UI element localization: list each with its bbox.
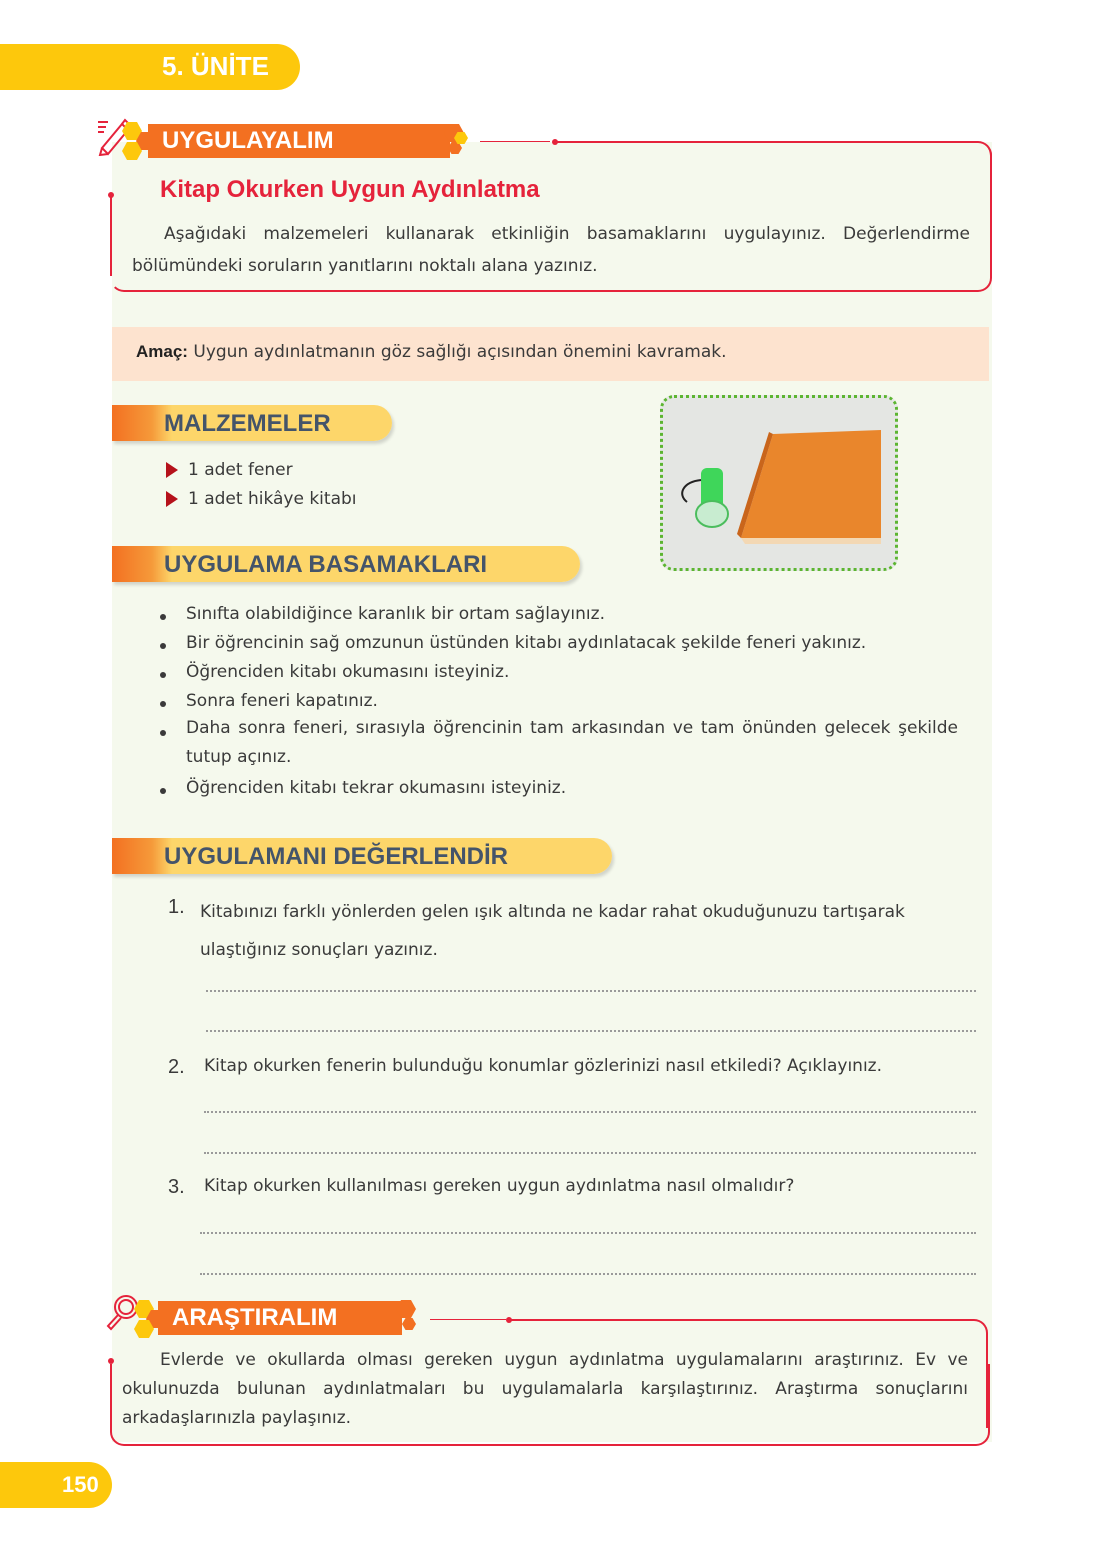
amac-strip bbox=[112, 327, 989, 381]
question-text: Kitabınızı farklı yönlerden gelen ışık altında ne kadar rahat okuduğunuzu tartışarak ulaştığınız sonuçları yazınız. bbox=[200, 902, 905, 960]
basamaklar-header bbox=[112, 546, 580, 582]
bullet-icon bbox=[160, 643, 166, 649]
divider bbox=[510, 1319, 968, 1321]
bullet-icon bbox=[160, 672, 166, 678]
question-number: 2. bbox=[168, 1056, 185, 1078]
instructions-text: Aşağıdaki malzemeleri kullanarak etkinliğin basamaklarını uygulayınız. Değerlendirme bölümündeki soruların yanıtlarını noktalı alana yazınız. bbox=[132, 224, 970, 276]
amac-text: Uygun aydınlatmanın göz sağlığı açısından önemini kavramak. bbox=[193, 342, 727, 362]
malzemeler-header bbox=[112, 405, 392, 441]
question-text: Kitap okurken fenerin bulunduğu konumlar gözlerinizi nasıl etkiledi? Açıklayınız. bbox=[204, 1056, 882, 1076]
question-number: 1. bbox=[168, 896, 185, 918]
question-number: 3. bbox=[168, 1176, 185, 1198]
triangle-bullet-icon bbox=[166, 491, 178, 507]
answer-line[interactable] bbox=[204, 1152, 976, 1154]
question-text: Kitap okurken kullanılması gereken uygun aydınlatma nasıl olmalıdır? bbox=[204, 1176, 795, 1196]
step-item: Bir öğrencinin sağ omzunun üstünden kitabı aydınlatacak şekilde feneri yakınız. bbox=[186, 633, 867, 653]
uygulayalim-header-label: UYGULAYALIM bbox=[162, 127, 334, 154]
step-item: Sonra feneri kapatınız. bbox=[186, 691, 378, 711]
arastiralim-header-label: ARAŞTIRALIM bbox=[172, 1304, 338, 1331]
list-item: 1 adet fener bbox=[166, 460, 293, 480]
materials-photo bbox=[660, 395, 898, 571]
unit-label: 5. ÜNİTE bbox=[162, 51, 269, 81]
frame-dot bbox=[108, 192, 114, 198]
bullet-icon bbox=[160, 701, 166, 707]
amac-label: Amaç: bbox=[136, 342, 188, 361]
list-item: 1 adet hikâye kitabı bbox=[166, 489, 357, 509]
divider bbox=[430, 1319, 506, 1320]
step-item: Sınıfta olabildiğince karanlık bir ortam sağlayınız. bbox=[186, 604, 605, 624]
frame-left bbox=[110, 196, 112, 276]
degerlendir-header-label: UYGULAMANI DEĞERLENDİR bbox=[164, 843, 509, 870]
frame-dot bbox=[108, 1358, 114, 1364]
answer-line[interactable] bbox=[206, 1030, 976, 1032]
arastiralim-header bbox=[158, 1301, 402, 1335]
activity-title: Kitap Okurken Uygun Aydınlatma bbox=[160, 176, 540, 203]
step-item: Öğrenciden kitabı tekrar okumasını isteyiniz. bbox=[186, 778, 567, 798]
unit-tab bbox=[0, 44, 300, 90]
bullet-icon bbox=[160, 730, 166, 736]
answer-line[interactable] bbox=[206, 990, 976, 992]
arastiralim-text: Evlerde ve okullarda olması gereken uygun aydınlatma uygulamalarını araştırınız. Ev ve okulunuzda bulunan aydınlatmaları bu uygulamalarla karşılaştırınız. Araştırma sonuçlarını arkadaşlarınızla paylaşınız. bbox=[122, 1350, 968, 1428]
malzemeler-header-label: MALZEMELER bbox=[164, 410, 331, 437]
bullet-icon bbox=[160, 788, 166, 794]
page-number: 150 bbox=[62, 1472, 99, 1497]
answer-line[interactable] bbox=[200, 1232, 976, 1234]
bullet-icon bbox=[160, 614, 166, 620]
basamaklar-header-label: UYGULAMA BASAMAKLARI bbox=[164, 551, 488, 578]
page-number-tab bbox=[0, 1462, 112, 1508]
answer-line[interactable] bbox=[200, 1273, 976, 1275]
triangle-bullet-icon bbox=[166, 462, 178, 478]
step-item: Daha sonra feneri, sırasıyla öğrencinin tam arkasından ve tam önünden gelecek şekilde tutup açınız. bbox=[186, 718, 958, 767]
step-item: Öğrenciden kitabı okumasını isteyiniz. bbox=[186, 662, 510, 682]
answer-line[interactable] bbox=[204, 1111, 976, 1113]
degerlendir-header bbox=[112, 838, 612, 874]
